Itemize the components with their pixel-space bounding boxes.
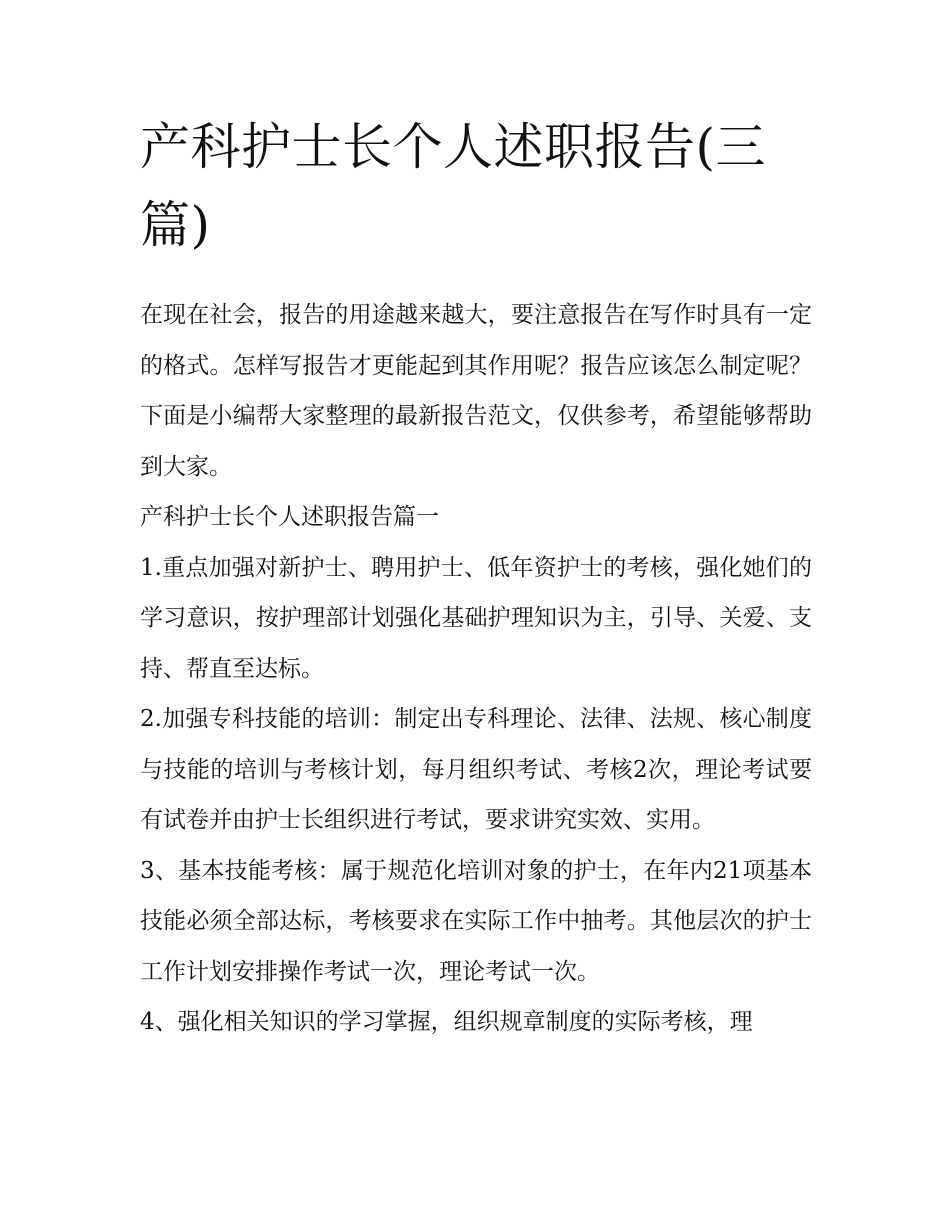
body-paragraph: 2.加强专科技能的培训：制定出专科理论、法律、法规、核心制度与技能的培训与考核计划，每月组织考试、考核2次，理论考试要有试卷并由护士长组织进行考试，要求讲究实效、实用。 [140,706,812,833]
section-heading: 产科护士长个人述职报告篇一 [140,504,439,530]
document-title: 产科护士长个人述职报告(三篇) [140,118,767,254]
body-paragraph: 4、强化相关知识的学习掌握，组织规章制度的实际考核，理 [140,1009,753,1035]
body-paragraph: 1.重点加强对新护士、聘用护士、低年资护士的考核，强化她们的学习意识，按护理部计划强化基础护理知识为主，引导、关爱、支持、帮直至达标。 [140,554,812,682]
document-body [140,290,812,1048]
document-page [140,108,812,1048]
body-paragraph: 3、基本技能考核：属于规范化培训对象的护士，在年内21项基本技能必须全部达标，考核要求在实际工作中抽考。其他层次的护士工作计划安排操作考试一次，理论考试一次。 [140,857,812,985]
intro-paragraph: 在现在社会，报告的用途越来越大，要注意报告在写作时具有一定的格式。怎样写报告才更能起到其作用呢？报告应该怎么制定呢？下面是小编帮大家整理的最新报告范文，仅供参考，希望能够帮助到大家。 [140,302,812,480]
